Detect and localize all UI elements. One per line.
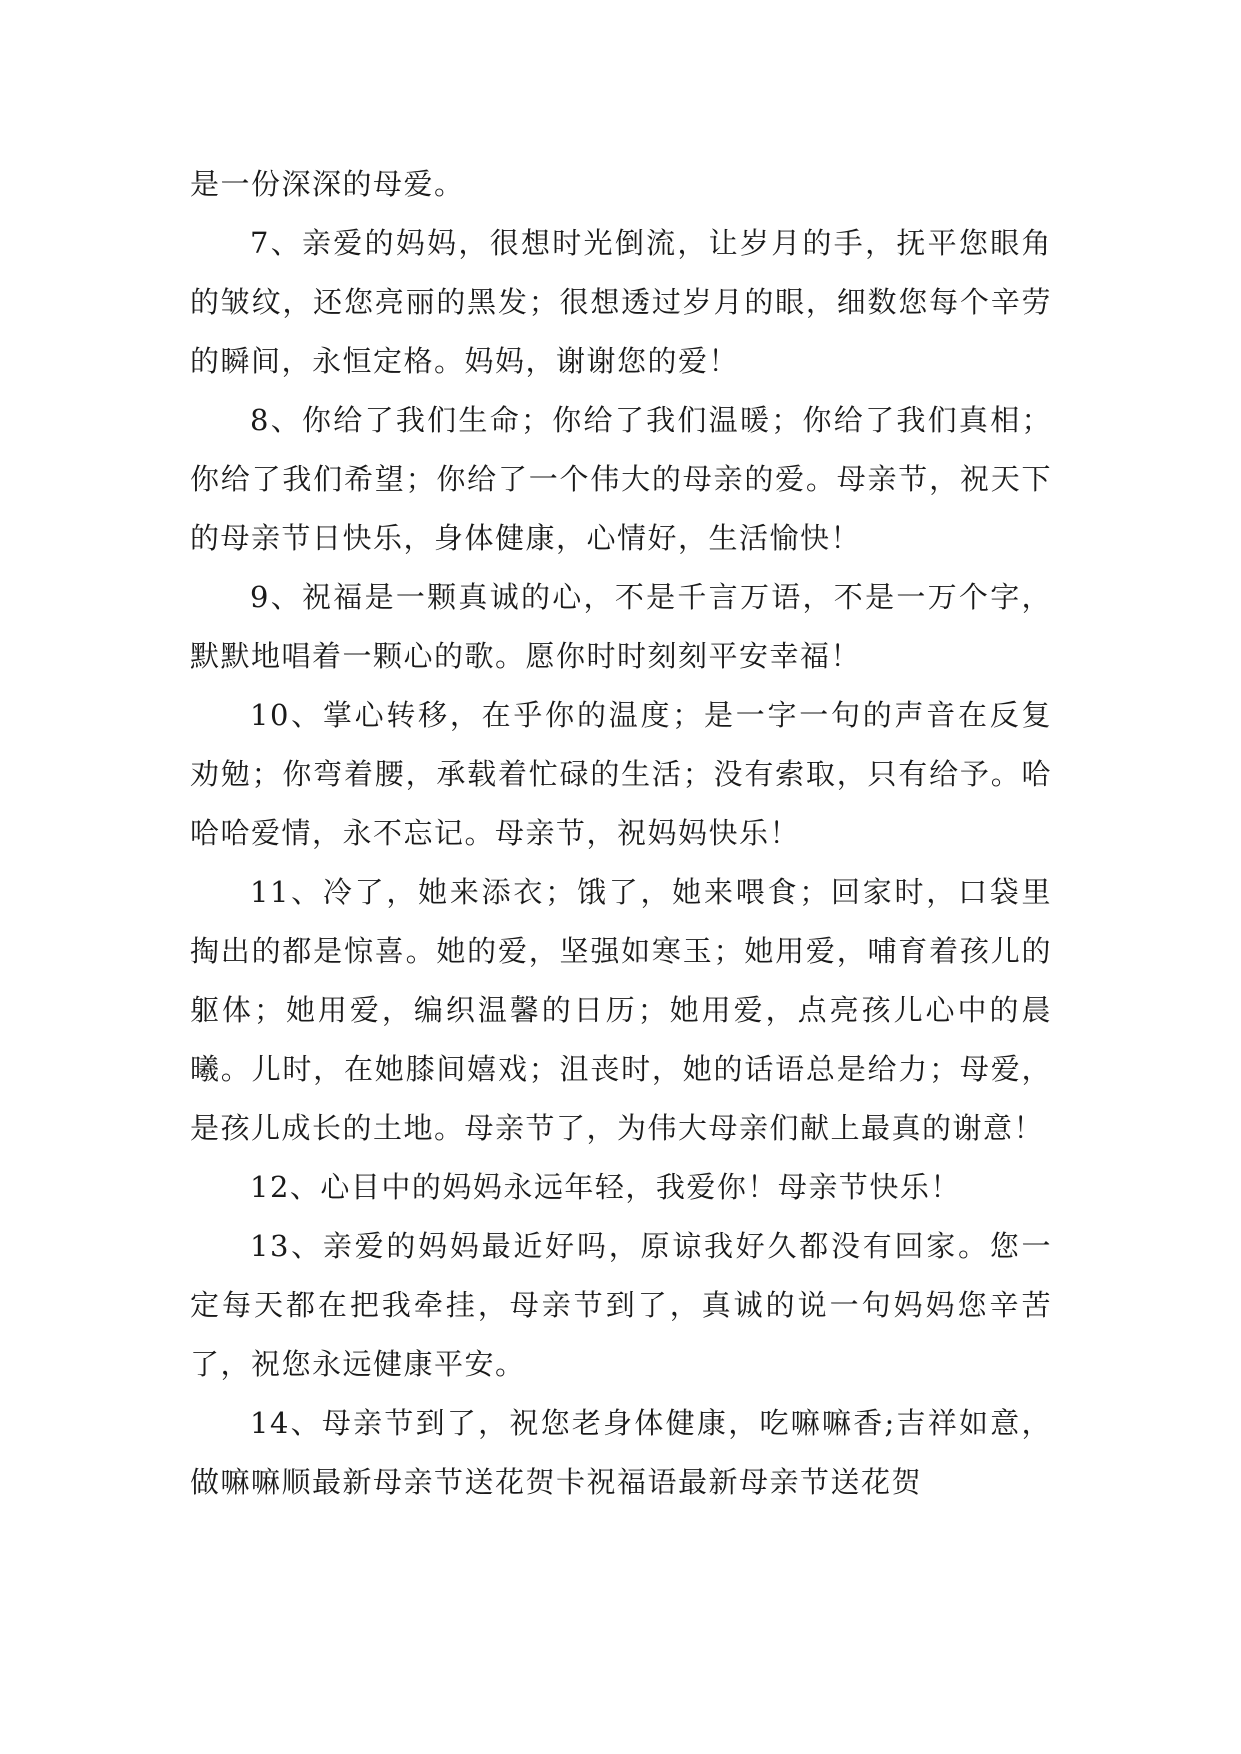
- paragraph: 10、掌心转移，在乎你的温度；是一字一句的声音在反复劝勉；你弯着腰，承载着忙碌的生活；没有索取，只有给予。哈哈哈爱情，永不忘记。母亲节，祝妈妈快乐！: [190, 698, 1052, 850]
- paragraph: 13、亲爱的妈妈最近好吗，原谅我好久都没有回家。您一定每天都在把我牵挂，母亲节到了，真诚的说一句妈妈您辛苦了，祝您永远健康平安。: [190, 1229, 1052, 1381]
- paragraph: 是一份深深的母爱。: [190, 167, 465, 201]
- paragraph: 7、亲爱的妈妈，很想时光倒流，让岁月的手，抚平您眼角的皱纹，还您亮丽的黑发；很想透过岁月的眼，细数您每个辛劳的瞬间，永恒定格。妈妈，谢谢您的爱！: [190, 226, 1052, 378]
- paragraph: 8、你给了我们生命；你给了我们温暖；你给了我们真相；你给了我们希望；你给了一个伟大的母亲的爱。母亲节，祝天下的母亲节日快乐，身体健康，心情好，生活愉快！: [190, 403, 1052, 555]
- paragraph: 9、祝福是一颗真诚的心，不是千言万语，不是一万个字，默默地唱着一颗心的歌。愿你时时刻刻平安幸福！: [190, 580, 1052, 673]
- paragraph: 14、母亲节到了，祝您老身体健康，吃嘛嘛香;吉祥如意，做嘛嘛顺最新母亲节送花贺卡祝福语最新母亲节送花贺: [190, 1406, 1052, 1499]
- paragraph: 12、心目中的妈妈永远年轻，我爱你！母亲节快乐！: [250, 1170, 961, 1204]
- paragraph: 11、冷了，她来添衣；饿了，她来喂食；回家时，口袋里掏出的都是惊喜。她的爱，坚强如寒玉；她用爱，哺育着孩儿的躯体；她用爱，编织温馨的日历；她用爱，点亮孩儿心中的晨曦。儿时，在她膝间嬉戏；沮丧时，她的话语总是给力；母爱，是孩儿成长的土地。母亲节了，为伟大母亲们献上最真的谢意！: [190, 875, 1052, 1145]
- document-body: [190, 155, 1052, 1512]
